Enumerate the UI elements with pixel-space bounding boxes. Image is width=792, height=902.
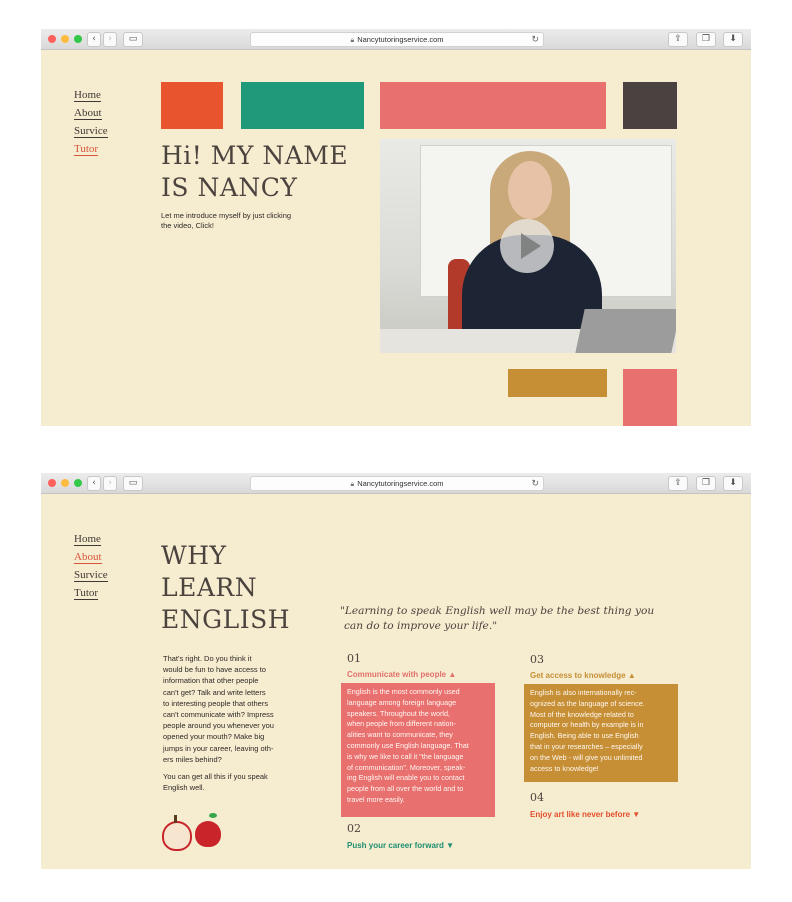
point-02-number: 02	[347, 822, 361, 835]
point-04-heading[interactable]: Enjoy art like never before ▼	[530, 810, 641, 819]
zoom-window-button[interactable]	[74, 35, 82, 43]
tabs-icon[interactable]: ❐	[696, 476, 716, 491]
browser-window-about	[41, 473, 751, 869]
browser-toolbar	[41, 29, 751, 50]
zoom-window-button[interactable]	[74, 479, 82, 487]
reload-icon[interactable]: ↻	[531, 34, 539, 44]
forward-arrow-icon[interactable]: ›	[103, 476, 117, 491]
mustard-block	[508, 369, 607, 397]
browser-toolbar	[41, 473, 751, 494]
url-text: Nancytutoringservice.com	[357, 35, 444, 44]
share-icon[interactable]: ⇪	[668, 476, 688, 491]
reload-icon[interactable]: ↻	[531, 478, 539, 488]
minimize-window-button[interactable]	[61, 35, 69, 43]
point-02-heading[interactable]: Push your career forward ▼	[347, 841, 455, 850]
why-quote: "Learning to speak English well may be the best thing you can do to improve your life."	[340, 605, 655, 632]
back-arrow-icon[interactable]: ‹	[87, 476, 101, 491]
close-window-button[interactable]	[48, 35, 56, 43]
site-nav	[74, 89, 108, 161]
point-04-number: 04	[530, 791, 544, 804]
apple-leaf-icon	[209, 813, 217, 818]
nav-item-tutor[interactable]: Tutor	[74, 143, 99, 155]
lock-icon: 🔒︎	[350, 37, 355, 44]
why-title: WHY LEARN ENGLISH	[161, 541, 291, 634]
close-window-button[interactable]	[48, 479, 56, 487]
nav-item-home[interactable]: Home	[74, 533, 101, 545]
apple-slice-icon	[162, 821, 192, 851]
point-01-number: 01	[347, 652, 361, 665]
nav-item-about[interactable]: About	[74, 551, 102, 563]
tabs-icon[interactable]: ❐	[696, 32, 716, 47]
point-03-heading[interactable]: Get access to knowledge ▲	[530, 671, 636, 680]
lock-icon: 🔒︎	[350, 481, 355, 488]
address-bar[interactable]	[250, 32, 544, 47]
browser-window-home	[41, 29, 751, 426]
point-03-panel: English is also internationally rec- ognized as the language of science. Most of the knowledge related to computer or health by example is in English. Being able to use English that in your researches – especially on the Web - will give you unlimited access to knowledge!	[524, 684, 678, 782]
point-01-heading[interactable]: Communicate with people ▲	[347, 670, 457, 679]
charcoal-block	[623, 82, 677, 129]
apple-stem-icon	[174, 815, 177, 823]
orange-block	[161, 82, 223, 129]
url-text: Nancytutoringservice.com	[357, 479, 444, 488]
nav-item-survice[interactable]: Survice	[74, 125, 108, 137]
sidebar-toggle-icon[interactable]: ▭	[123, 476, 143, 491]
red-apple-icon	[195, 821, 221, 847]
minimize-window-button[interactable]	[61, 479, 69, 487]
video-laptop	[575, 309, 676, 353]
point-01-panel: English is the most commonly used language among foreign language speakers. Throughout the world, when people from different nation- alities want to communicate, they commonly use English language. That is why we like to call it "the language of communication". Moreover, speak- ing English will enable you to contact people from all over the world and to travel more easily.	[341, 683, 495, 817]
hero-intro: Let me introduce myself by just clicking the video, Click!	[161, 211, 292, 230]
download-icon[interactable]: ⬇	[723, 32, 743, 47]
site-nav	[74, 533, 108, 605]
why-body: That's right. Do you think it would be fun to have access to information that other people can't get? Talk and write letters to interesting people that others can't communicate with? Impress people around you whenever you opened your mouth? Make big jumps in your career, leaving oth- ers miles behind? You can get all this if you speak English well.	[163, 654, 274, 793]
video-person-face	[508, 161, 552, 219]
intro-video[interactable]	[380, 139, 676, 353]
download-icon[interactable]: ⬇	[723, 476, 743, 491]
play-icon[interactable]	[500, 219, 554, 273]
forward-arrow-icon[interactable]: ›	[103, 32, 117, 47]
point-03-number: 03	[530, 653, 544, 666]
nav-item-survice[interactable]: Survice	[74, 569, 108, 581]
hero-title: Hi! MY NAME IS NANCY	[161, 141, 349, 202]
nav-item-home[interactable]: Home	[74, 89, 101, 101]
back-arrow-icon[interactable]: ‹	[87, 32, 101, 47]
address-bar[interactable]	[250, 476, 544, 491]
nav-item-tutor[interactable]: Tutor	[74, 587, 99, 599]
coral-block-small	[623, 369, 677, 426]
coral-block	[380, 82, 606, 129]
teal-block	[241, 82, 364, 129]
share-icon[interactable]: ⇪	[668, 32, 688, 47]
sidebar-toggle-icon[interactable]: ▭	[123, 32, 143, 47]
nav-item-about[interactable]: About	[74, 107, 102, 119]
